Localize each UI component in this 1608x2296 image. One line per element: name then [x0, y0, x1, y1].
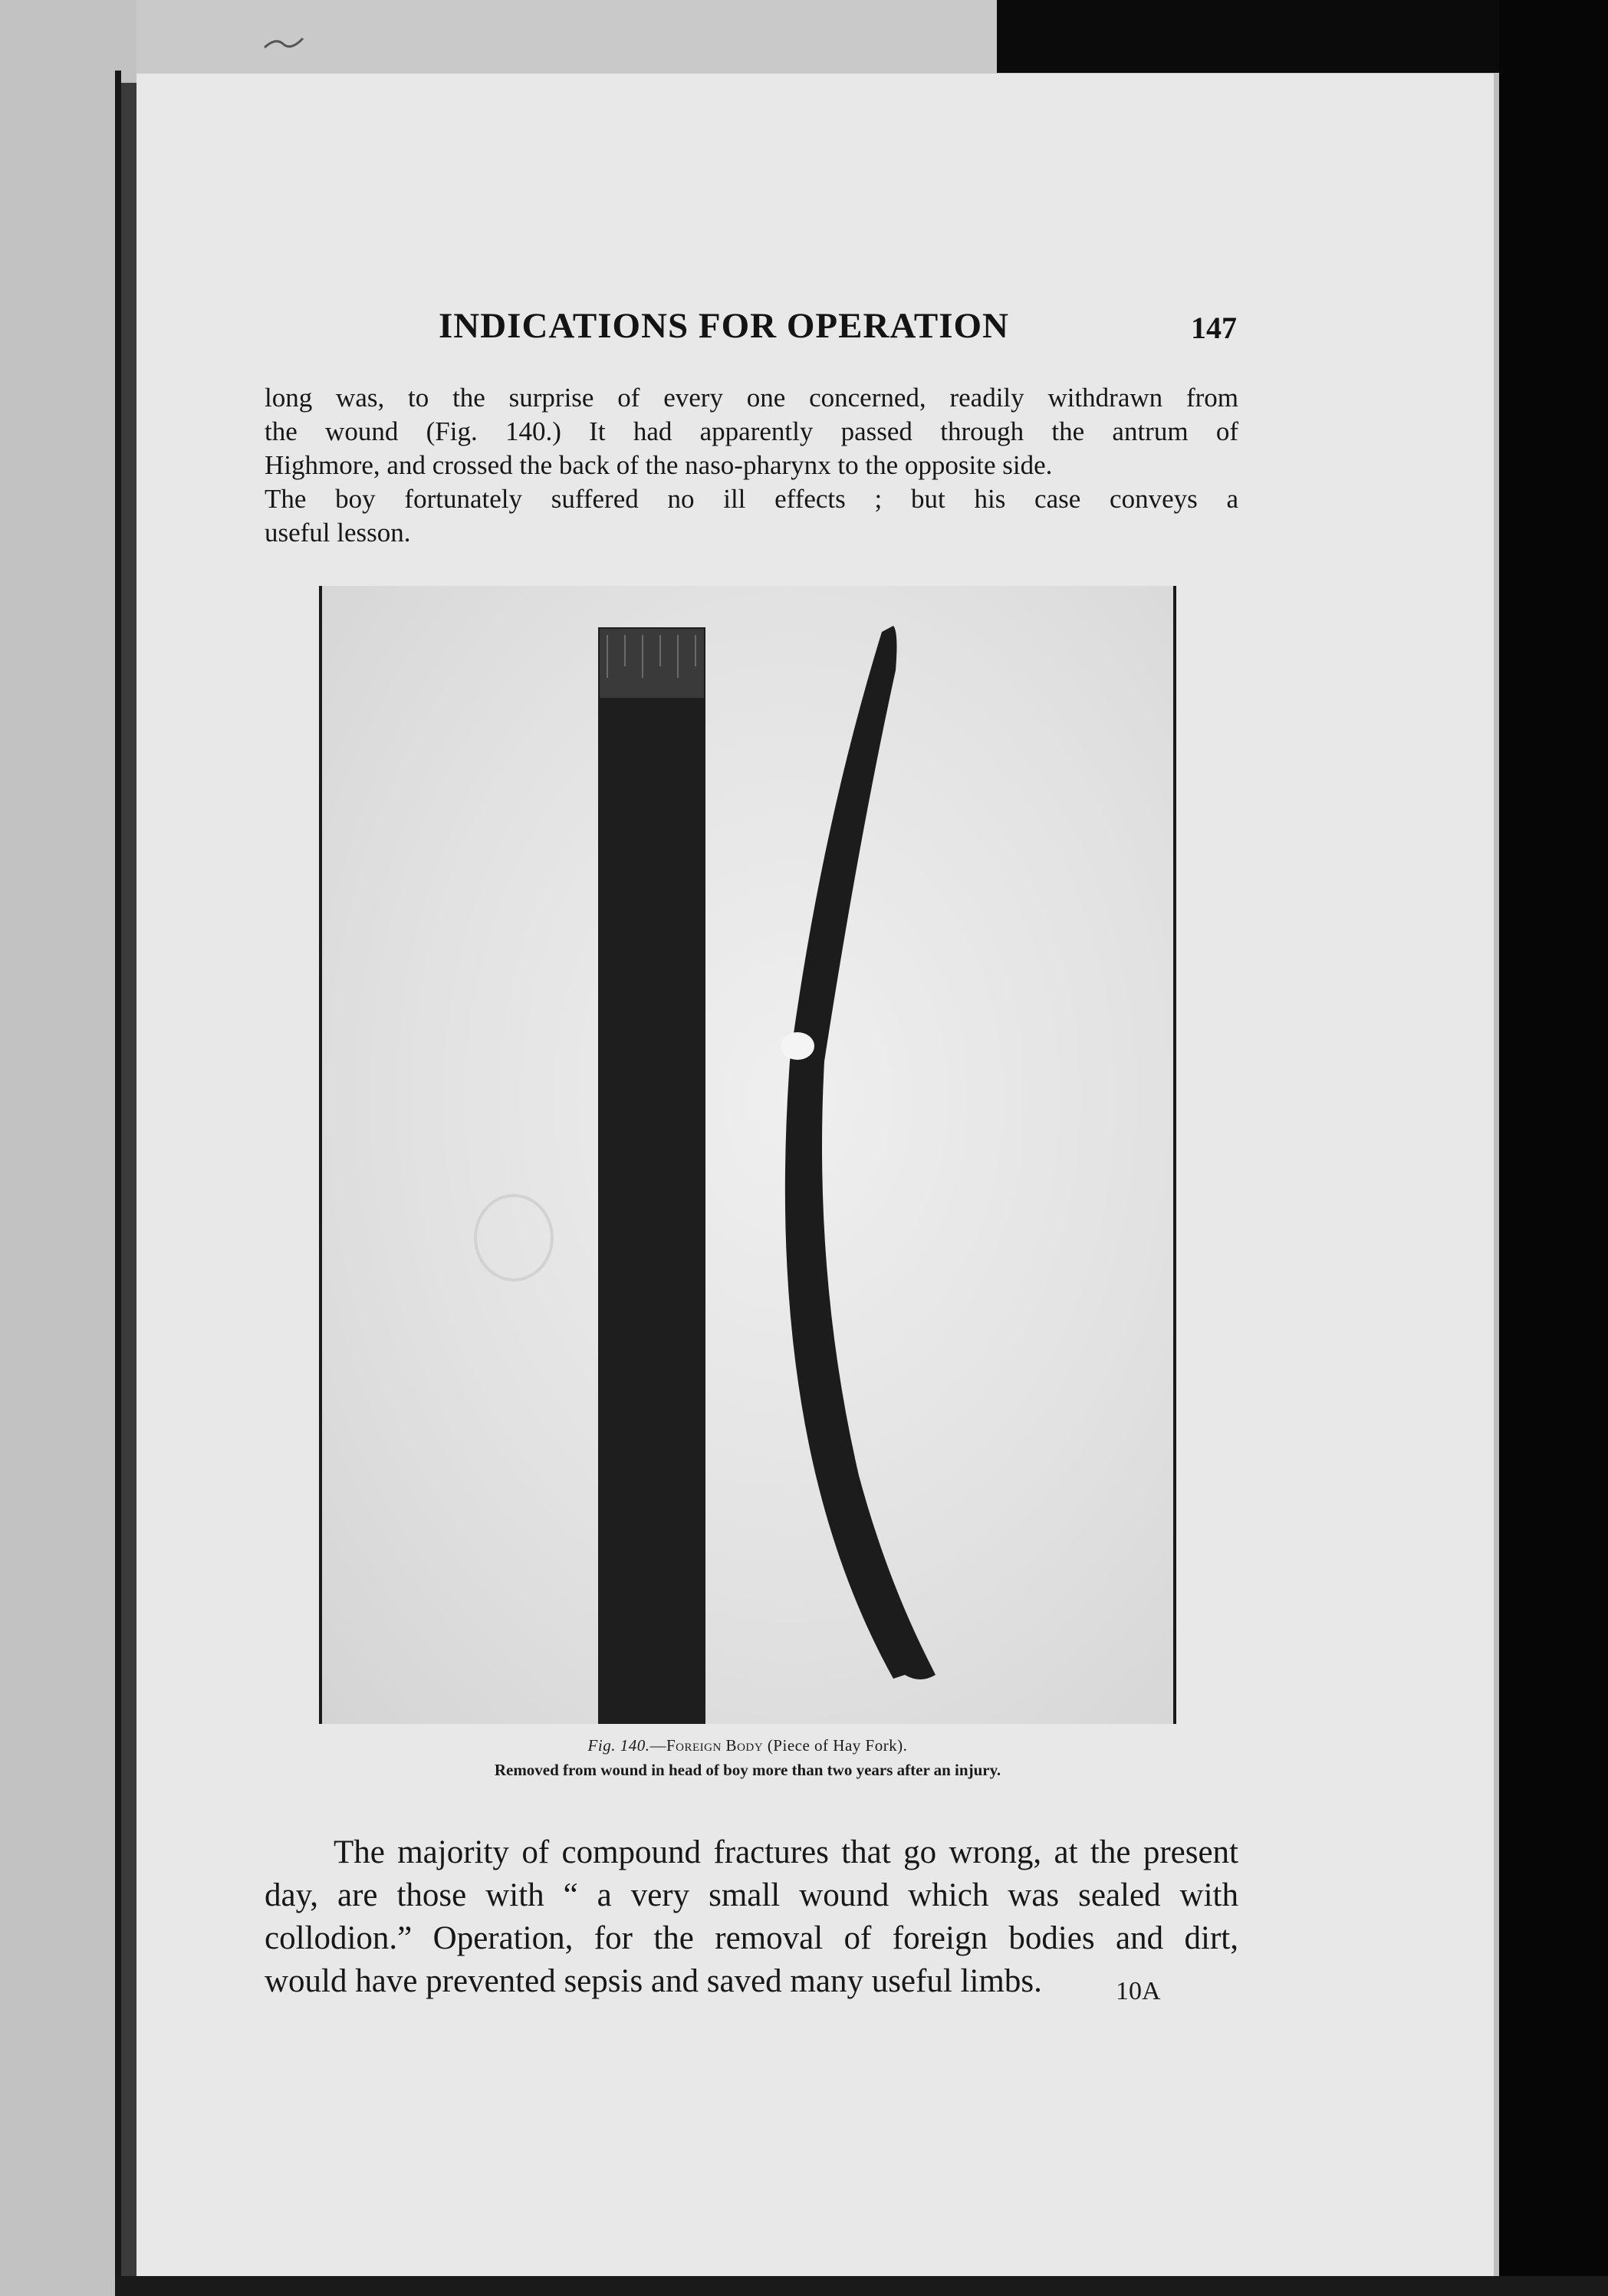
text-line: day, are those with “ a very small wound which was sealed with [265, 1877, 1238, 1913]
text-line: The majority of compound fractures that go wrong, at the present [334, 1834, 1238, 1870]
caption-title: Foreign Body [666, 1736, 764, 1755]
text-line: long was, to the surprise of every one concerned, readily withdrawn from [265, 383, 1238, 413]
book-spine [121, 83, 136, 2276]
caption-parenthetical: (Piece of Hay Fork). [767, 1736, 908, 1755]
caption-dash: — [649, 1736, 666, 1755]
figure-caption-description: Removed from wound in head of boy more than two years after an injury. [494, 1761, 1001, 1779]
measuring-rule [598, 627, 705, 1724]
paragraph-compound-fractures [265, 1831, 1238, 2003]
figure-border-left [319, 586, 322, 1724]
scan-border-right [1499, 0, 1608, 2296]
text-line: The boy fortunately suffered no ill effects ; but his case conveys a [265, 484, 1238, 514]
binding-rule [115, 71, 121, 2279]
label-patch [781, 1032, 814, 1060]
photo-stain [475, 1196, 552, 1280]
paragraph-lesson [265, 482, 1238, 550]
scan-border-bottom [115, 2276, 1608, 2296]
signature-mark: 10A [1116, 1977, 1161, 2005]
text-line: collodion.” Operation, for the removal of foreign bodies and dirt, [265, 1920, 1238, 1956]
figure-border-right [1173, 586, 1176, 1724]
photo-drawing [322, 586, 1173, 1724]
paragraph-continuation [265, 381, 1238, 482]
running-head: INDICATIONS FOR OPERATION [439, 306, 1009, 346]
text-line: Highmore, and crossed the back of the naso-pharynx to the opposite side. [265, 450, 1053, 480]
text-line: the wound (Fig. 140.) It had apparently passed through the antrum of [265, 416, 1238, 446]
rule-scale-markings [600, 629, 704, 698]
page-number: 147 [1191, 311, 1237, 345]
figure-caption-title [307, 1736, 1189, 1755]
figure-photograph [322, 586, 1173, 1724]
text-line: would have prevented sepsis and saved many useful limbs. [265, 1963, 1042, 1999]
scan-border-top [997, 0, 1534, 73]
page-edge [1494, 74, 1499, 2276]
figure-number: Fig. 140. [587, 1736, 650, 1755]
hay-fork-piece [785, 626, 936, 1679]
text-line: useful lesson. [265, 518, 411, 548]
scan-artifact-mark [261, 31, 307, 54]
